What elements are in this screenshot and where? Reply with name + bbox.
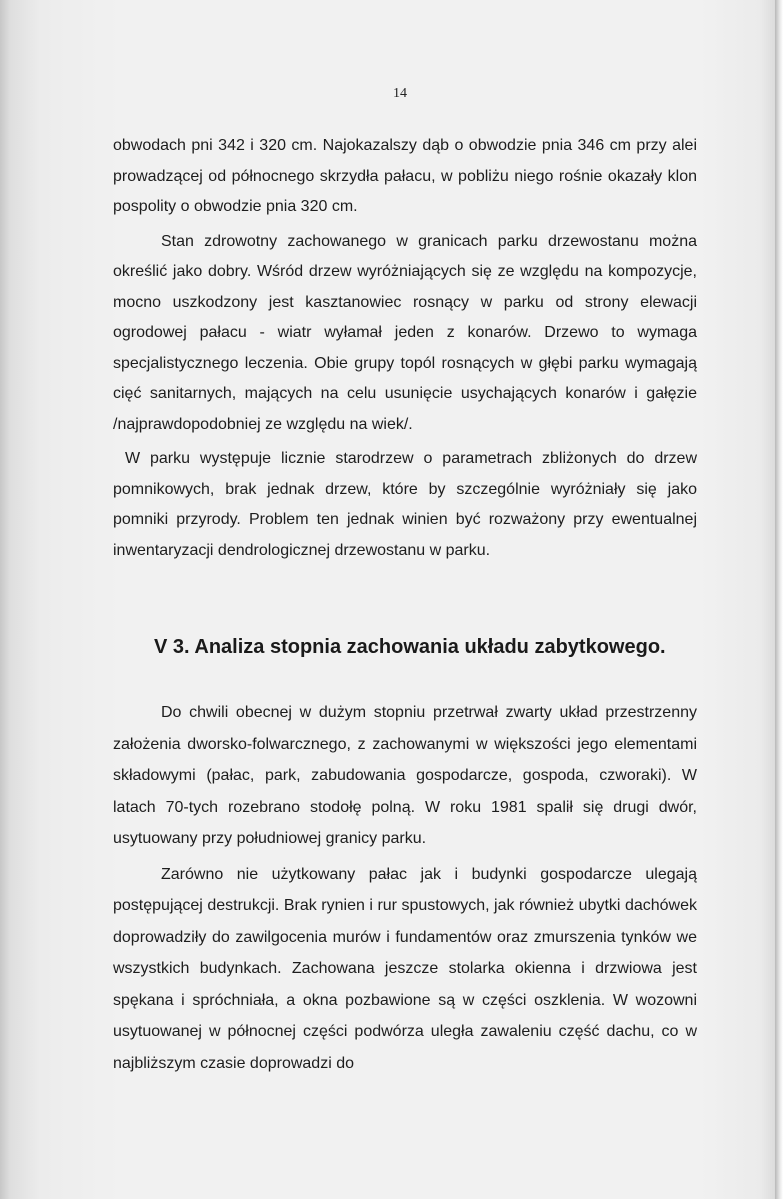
page-number: 14 bbox=[393, 86, 407, 101]
paragraph-old-trees: W parku występuje licznie starodrzew o parametrach zbliżonych do drzew pomnikowych, brak jednak drzew, które by szczególnie wyróżniały się jako pomniki przyrody. Problem ten jednak winien być rozważony przy ewentualnej inwentaryzacji dendrologicznej drzewostanu w parku. bbox=[113, 450, 697, 559]
section-text-lower bbox=[113, 697, 697, 1079]
page-edge bbox=[775, 0, 783, 1199]
paragraph-oak-dimensions: obwodach pni 342 i 320 cm. Najokazalszy dąb o obwodzie pnia 346 cm przy alei prowadzącej od północnego skrzydła pałacu, w pobliżu niego rośnie okazały klon pospolity o obwodzie pnia 320 cm. bbox=[113, 137, 697, 215]
section-text-upper bbox=[113, 131, 697, 566]
paragraph-health-state: Stan zdrowotny zachowanego w granicach parku drzewostanu można określić jako dobry. Wśród drzew wyróżniających się ze względu na kompozycje, mocno uszkodzony jest kasztanowiec rosnący w parku od strony elewacji ogrodowej pałacu - wiatr wyłamał jeden z konarów. Drzewo to wymaga specjalistycznego leczenia. Obie grupy topól rosnących w głębi parku wymagają cięć sanitarnych, mających na celu usunięcie usychających konarów i gałęzie /najprawdopodobniej ze względu na wiek/. bbox=[113, 232, 697, 433]
section-heading: V 3. Analiza stopnia zachowania układu zabytkowego. bbox=[154, 636, 666, 658]
paragraph-layout-preservation: Do chwili obecnej w dużym stopniu przetrwał zwarty układ przestrzenny założenia dworsko-folwarcznego, z zachowanymi w większości jego elementami składowymi (pałac, park, zabudowania gospodarcze, gospoda, czworaki). W latach 70-tych rozebrano stodołę polną. W roku 1981 spalił się drugi dwór, usytuowany przy południowej granicy parku. bbox=[113, 704, 697, 847]
paragraph-destruction: Zarówno nie użytkowany pałac jak i budynki gospodarcze ulegają postępującej destrukcji. Brak rynien i rur spustowych, jak również ubytki dachówek doprowadziły do zawilgocenia murów i fundamentów oraz zmurszenia tynków we wszystkich budynkach. Zachowana jeszcze stolarka okienna i drzwiowa jest spękana i spróchniała, a okna pozbawione są w części oszklenia. W wozowni usytuowanej w północnej części podwórza uległa zawaleniu część dachu, co w najbliższym czasie doprowadzi do bbox=[113, 865, 697, 1072]
